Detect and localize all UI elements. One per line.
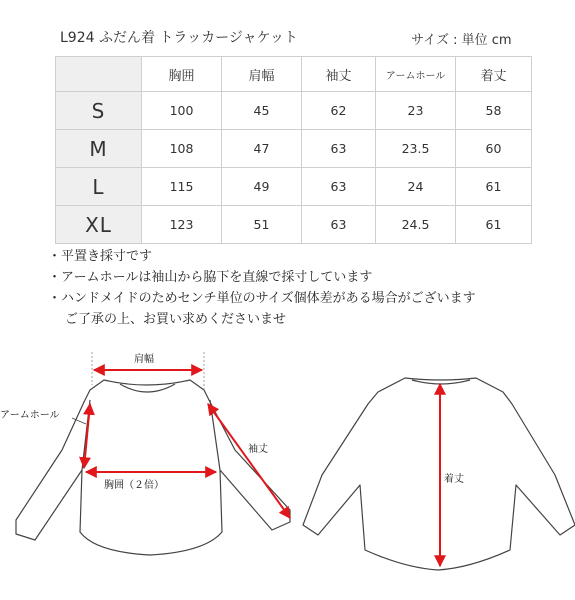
column-header-length: 着丈	[456, 57, 532, 92]
value-cell: 49	[222, 168, 302, 206]
value-cell: 100	[142, 92, 222, 130]
note-item: ・ アームホールは袖山から脇下を直線で採寸しています	[48, 267, 476, 288]
value-cell: 60	[456, 130, 532, 168]
table-header-row	[56, 57, 532, 92]
column-header-sleeve: 袖丈	[302, 57, 376, 92]
table-corner-cell	[56, 57, 142, 92]
value-cell: 58	[456, 92, 532, 130]
size-cell: L	[56, 168, 142, 206]
table-row	[56, 206, 532, 244]
value-cell: 61	[456, 168, 532, 206]
value-cell: 23	[376, 92, 456, 130]
value-cell: 47	[222, 130, 302, 168]
value-cell: 61	[456, 206, 532, 244]
value-cell: 23.5	[376, 130, 456, 168]
table-row	[56, 168, 532, 206]
value-cell: 24	[376, 168, 456, 206]
sleeve-label: 袖丈	[248, 444, 268, 455]
note-item: ・ ハンドメイドのためセンチ単位のサイズ個体差がある場合がございます	[48, 288, 476, 309]
value-cell: 51	[222, 206, 302, 244]
value-cell: 115	[142, 168, 222, 206]
value-cell: 63	[302, 206, 376, 244]
note-item: ・ 平置き採寸です	[48, 246, 476, 267]
value-cell: 63	[302, 168, 376, 206]
notes-list	[48, 246, 476, 330]
value-cell: 24.5	[376, 206, 456, 244]
size-cell: S	[56, 92, 142, 130]
column-header-shoulder: 肩幅	[222, 57, 302, 92]
measurement-diagram	[0, 340, 575, 600]
table-row	[56, 130, 532, 168]
size-cell: XL	[56, 206, 142, 244]
value-cell: 62	[302, 92, 376, 130]
value-cell: 45	[222, 92, 302, 130]
shoulder-label: 肩幅	[134, 354, 154, 365]
size-table	[55, 56, 532, 244]
armhole-label: アームホール	[0, 410, 60, 421]
size-cell: M	[56, 130, 142, 168]
note-item: ご了承の上、お買い求めくださいませ	[65, 312, 287, 327]
chest-label: 胸囲（２倍）	[104, 480, 164, 491]
unit-label: サイズ : 単位 cm	[411, 33, 512, 48]
value-cell: 108	[142, 130, 222, 168]
length-label: 着丈	[444, 474, 464, 485]
value-cell: 123	[142, 206, 222, 244]
product-title: L924 ふだん着 トラッカージャケット	[60, 30, 298, 46]
table-row	[56, 92, 532, 130]
value-cell: 63	[302, 130, 376, 168]
column-header-chest: 胸囲	[142, 57, 222, 92]
column-header-armhole: アームホール	[376, 57, 456, 92]
jacket-front-illustration	[16, 380, 290, 555]
